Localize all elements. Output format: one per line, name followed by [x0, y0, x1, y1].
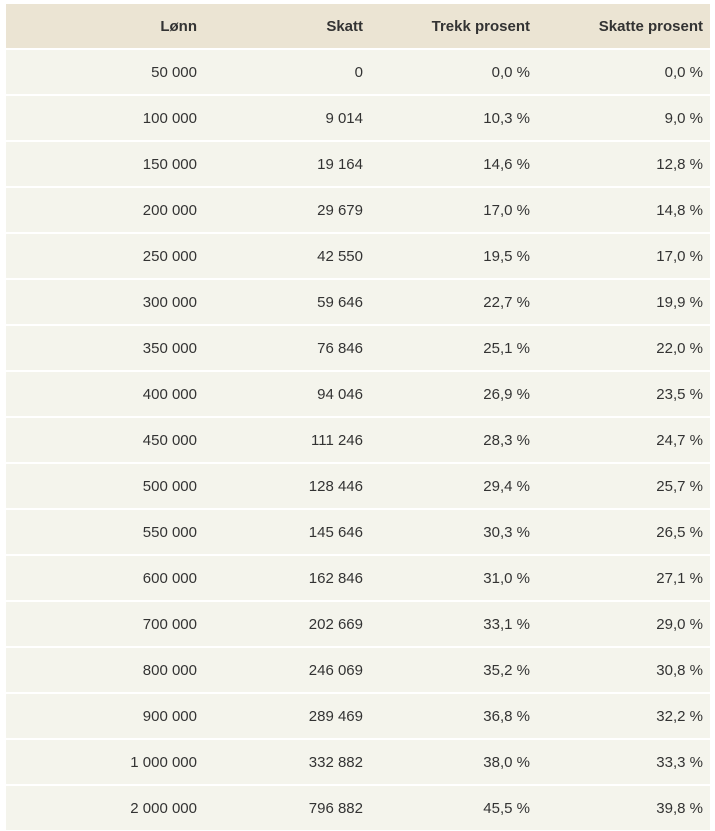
cell-skatte-prosent: 27,1 %	[537, 555, 710, 601]
table-row	[6, 555, 710, 601]
header-skatt: Skatt	[204, 4, 370, 49]
cell-skatte-prosent: 14,8 %	[537, 187, 710, 233]
table-row	[6, 371, 710, 417]
cell-trekk-prosent: 0,0 %	[370, 49, 537, 95]
cell-skatte-prosent: 25,7 %	[537, 463, 710, 509]
cell-skatt: 246 069	[204, 647, 370, 693]
table-header	[6, 4, 710, 49]
table-row	[6, 325, 710, 371]
table-row	[6, 49, 710, 95]
table-row	[6, 693, 710, 739]
cell-skatte-prosent: 19,9 %	[537, 279, 710, 325]
cell-trekk-prosent: 36,8 %	[370, 693, 537, 739]
cell-lonn: 50 000	[6, 49, 204, 95]
header-trekk-prosent: Trekk prosent	[370, 4, 537, 49]
header-row	[6, 4, 710, 49]
table-body	[6, 49, 710, 830]
cell-lonn: 150 000	[6, 141, 204, 187]
table-row	[6, 785, 710, 830]
header-lonn: Lønn	[6, 4, 204, 49]
cell-lonn: 250 000	[6, 233, 204, 279]
cell-trekk-prosent: 19,5 %	[370, 233, 537, 279]
cell-lonn: 800 000	[6, 647, 204, 693]
cell-skatt: 796 882	[204, 785, 370, 830]
cell-trekk-prosent: 38,0 %	[370, 739, 537, 785]
cell-skatte-prosent: 32,2 %	[537, 693, 710, 739]
cell-skatt: 19 164	[204, 141, 370, 187]
table-row	[6, 233, 710, 279]
cell-trekk-prosent: 10,3 %	[370, 95, 537, 141]
cell-trekk-prosent: 14,6 %	[370, 141, 537, 187]
cell-lonn: 500 000	[6, 463, 204, 509]
cell-lonn: 400 000	[6, 371, 204, 417]
cell-trekk-prosent: 45,5 %	[370, 785, 537, 830]
cell-trekk-prosent: 29,4 %	[370, 463, 537, 509]
cell-lonn: 450 000	[6, 417, 204, 463]
cell-trekk-prosent: 35,2 %	[370, 647, 537, 693]
cell-skatt: 76 846	[204, 325, 370, 371]
cell-lonn: 600 000	[6, 555, 204, 601]
cell-lonn: 100 000	[6, 95, 204, 141]
table-row	[6, 417, 710, 463]
table-row	[6, 647, 710, 693]
cell-skatte-prosent: 23,5 %	[537, 371, 710, 417]
table-row	[6, 463, 710, 509]
cell-lonn: 1 000 000	[6, 739, 204, 785]
cell-skatte-prosent: 24,7 %	[537, 417, 710, 463]
cell-trekk-prosent: 31,0 %	[370, 555, 537, 601]
cell-skatt: 202 669	[204, 601, 370, 647]
cell-lonn: 700 000	[6, 601, 204, 647]
cell-skatt: 42 550	[204, 233, 370, 279]
cell-trekk-prosent: 28,3 %	[370, 417, 537, 463]
table-row	[6, 141, 710, 187]
cell-lonn: 300 000	[6, 279, 204, 325]
cell-skatte-prosent: 0,0 %	[537, 49, 710, 95]
cell-skatt: 9 014	[204, 95, 370, 141]
tax-table	[6, 4, 710, 830]
table-row	[6, 187, 710, 233]
cell-trekk-prosent: 33,1 %	[370, 601, 537, 647]
cell-skatte-prosent: 30,8 %	[537, 647, 710, 693]
table-row	[6, 95, 710, 141]
cell-trekk-prosent: 22,7 %	[370, 279, 537, 325]
cell-lonn: 2 000 000	[6, 785, 204, 830]
cell-skatt: 289 469	[204, 693, 370, 739]
cell-skatt: 128 446	[204, 463, 370, 509]
cell-lonn: 350 000	[6, 325, 204, 371]
table-row	[6, 509, 710, 555]
cell-skatte-prosent: 12,8 %	[537, 141, 710, 187]
cell-skatt: 59 646	[204, 279, 370, 325]
cell-skatte-prosent: 17,0 %	[537, 233, 710, 279]
cell-skatt: 332 882	[204, 739, 370, 785]
cell-lonn: 900 000	[6, 693, 204, 739]
cell-skatt: 0	[204, 49, 370, 95]
cell-skatte-prosent: 26,5 %	[537, 509, 710, 555]
cell-skatte-prosent: 29,0 %	[537, 601, 710, 647]
cell-skatte-prosent: 33,3 %	[537, 739, 710, 785]
cell-lonn: 550 000	[6, 509, 204, 555]
cell-skatt: 29 679	[204, 187, 370, 233]
cell-lonn: 200 000	[6, 187, 204, 233]
cell-skatt: 162 846	[204, 555, 370, 601]
cell-skatt: 94 046	[204, 371, 370, 417]
cell-skatt: 145 646	[204, 509, 370, 555]
cell-trekk-prosent: 25,1 %	[370, 325, 537, 371]
cell-trekk-prosent: 30,3 %	[370, 509, 537, 555]
cell-trekk-prosent: 17,0 %	[370, 187, 537, 233]
table-row	[6, 279, 710, 325]
cell-skatte-prosent: 9,0 %	[537, 95, 710, 141]
cell-skatte-prosent: 22,0 %	[537, 325, 710, 371]
table-row	[6, 739, 710, 785]
cell-skatte-prosent: 39,8 %	[537, 785, 710, 830]
header-skatte-prosent: Skatte prosent	[537, 4, 710, 49]
cell-skatt: 111 246	[204, 417, 370, 463]
cell-trekk-prosent: 26,9 %	[370, 371, 537, 417]
table-row	[6, 601, 710, 647]
